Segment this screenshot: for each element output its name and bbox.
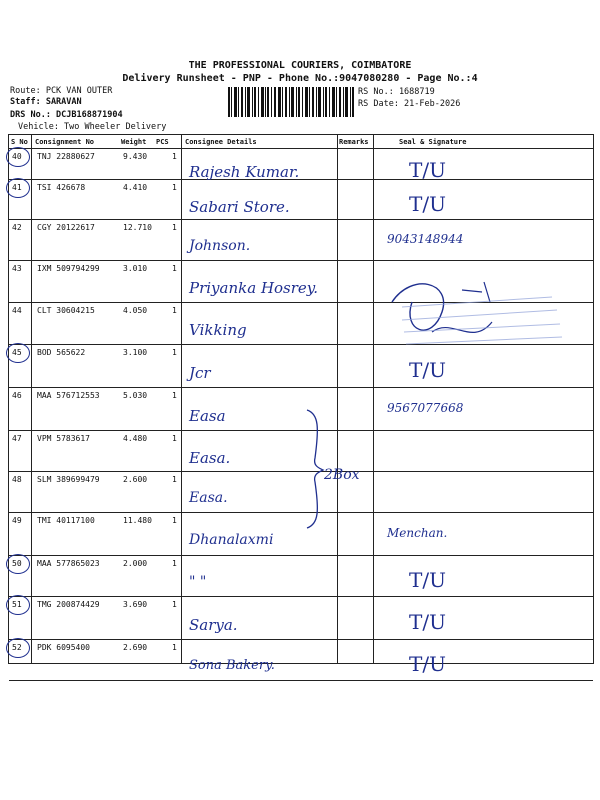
barcode bbox=[228, 87, 354, 117]
consignment-number: TNJ 22880627 bbox=[37, 152, 95, 161]
signature-handwritten: T/U bbox=[409, 652, 446, 676]
consignee-handwritten: Dhanalaxmi bbox=[189, 532, 274, 548]
signature-handwritten: Menchan. bbox=[387, 526, 448, 540]
table-row bbox=[9, 513, 593, 556]
table-row bbox=[9, 388, 593, 431]
col-consignee: Consignee Details bbox=[185, 138, 257, 146]
pieces-count: 1 bbox=[172, 475, 177, 484]
rs-number: RS No.: 1688719 bbox=[358, 87, 435, 97]
drs-label: DRS No.: DCJB168871904 bbox=[10, 110, 123, 120]
serial-number: 48 bbox=[12, 475, 22, 484]
consignee-handwritten: Jcr bbox=[189, 364, 211, 382]
col-signature: Seal & Signature bbox=[399, 138, 467, 146]
pieces-count: 1 bbox=[172, 434, 177, 443]
serial-circle-mark bbox=[6, 147, 30, 167]
consignee-handwritten: Easa. bbox=[189, 449, 231, 467]
route-label: Route: PCK VAN OUTER bbox=[10, 86, 113, 96]
weight-value: 4.410 bbox=[123, 183, 148, 192]
consignment-number: VPM 5783617 bbox=[37, 434, 90, 443]
col-weight: Weight bbox=[121, 138, 147, 146]
serial-number: 51 bbox=[12, 600, 22, 609]
col-pcs: PCS bbox=[156, 138, 169, 146]
runsheet-table bbox=[8, 134, 594, 676]
signature-handwritten: T/U bbox=[409, 568, 446, 592]
company-seal-stamp bbox=[372, 262, 572, 362]
pieces-count: 1 bbox=[172, 264, 177, 273]
serial-number: 47 bbox=[12, 434, 22, 443]
table-row bbox=[9, 180, 593, 220]
consignment-number: TSI 426678 bbox=[37, 183, 86, 192]
weight-value: 11.480 bbox=[123, 516, 152, 525]
weight-value: 3.010 bbox=[123, 264, 148, 273]
table-row bbox=[9, 431, 593, 472]
serial-number: 49 bbox=[12, 516, 22, 525]
signature-handwritten: T/U bbox=[409, 358, 446, 382]
pieces-count: 1 bbox=[172, 516, 177, 525]
signature-handwritten: 9567077668 bbox=[387, 401, 464, 415]
serial-number: 41 bbox=[12, 183, 22, 192]
serial-number: 46 bbox=[12, 391, 22, 400]
consignment-number: PDK 6095400 bbox=[37, 643, 90, 652]
weight-value: 4.050 bbox=[123, 306, 148, 315]
weight-value: 2.690 bbox=[123, 643, 148, 652]
weight-value: 12.710 bbox=[123, 223, 152, 232]
serial-number: 42 bbox=[12, 223, 22, 232]
consignee-handwritten: Priyanka Hosrey. bbox=[189, 279, 319, 297]
signature-handwritten: T/U bbox=[409, 158, 446, 182]
pieces-count: 1 bbox=[172, 348, 177, 357]
consignment-number: MAA 576712553 bbox=[37, 391, 100, 400]
consignee-handwritten: Easa. bbox=[189, 490, 228, 506]
pieces-count: 1 bbox=[172, 600, 177, 609]
rs-date: RS Date: 21-Feb-2026 bbox=[358, 99, 461, 109]
serial-circle-mark bbox=[6, 343, 30, 363]
table-row bbox=[9, 640, 593, 681]
pieces-count: 1 bbox=[172, 152, 177, 161]
weight-value: 3.100 bbox=[123, 348, 148, 357]
serial-number: 45 bbox=[12, 348, 22, 357]
consignee-handwritten: Rajesh Kumar. bbox=[189, 163, 300, 181]
vehicle-label: Vehicle: Two Wheeler Delivery bbox=[18, 122, 167, 132]
weight-value: 3.690 bbox=[123, 600, 148, 609]
weight-value: 2.600 bbox=[123, 475, 148, 484]
runsheet-subtitle: Delivery Runsheet - PNP - Phone No.:9047080280 - Page No.:4 bbox=[122, 73, 478, 84]
brace-mark bbox=[305, 408, 325, 530]
serial-circle-mark bbox=[6, 595, 30, 615]
pieces-count: 1 bbox=[172, 223, 177, 232]
consignment-number: BOD 565622 bbox=[37, 348, 86, 357]
serial-circle-mark bbox=[6, 554, 30, 574]
consignee-handwritten: Easa bbox=[189, 407, 226, 425]
consignee-handwritten: " " bbox=[189, 574, 207, 590]
consignment-number: IXM 509794299 bbox=[37, 264, 100, 273]
table-header bbox=[9, 135, 593, 149]
signature-handwritten: T/U bbox=[409, 610, 446, 634]
weight-value: 4.480 bbox=[123, 434, 148, 443]
signature-handwritten: 9043148944 bbox=[387, 232, 464, 246]
weight-value: 2.000 bbox=[123, 559, 148, 568]
consignment-number: SLM 389699479 bbox=[37, 475, 100, 484]
table-row bbox=[9, 472, 593, 513]
consignee-handwritten: Sabari Store. bbox=[189, 198, 290, 216]
consignee-handwritten: Sona Bakery. bbox=[189, 658, 275, 673]
weight-value: 5.030 bbox=[123, 391, 148, 400]
col-sno: S No bbox=[11, 138, 28, 146]
staff-label: Staff: SARAVAN bbox=[10, 97, 82, 107]
consignee-handwritten: Vikking bbox=[189, 321, 247, 339]
consignee-handwritten: Johnson. bbox=[189, 238, 251, 254]
box-note: 2Box bbox=[324, 467, 360, 483]
serial-circle-mark bbox=[6, 178, 30, 198]
serial-number: 50 bbox=[12, 559, 22, 568]
pieces-count: 1 bbox=[172, 559, 177, 568]
pieces-count: 1 bbox=[172, 306, 177, 315]
serial-number: 44 bbox=[12, 306, 22, 315]
serial-number: 52 bbox=[12, 643, 22, 652]
table-row bbox=[9, 149, 593, 180]
company-title: THE PROFESSIONAL COURIERS, COIMBATORE bbox=[188, 60, 412, 71]
consignment-number: TMI 40117100 bbox=[37, 516, 95, 525]
signature-handwritten: T/U bbox=[409, 192, 446, 216]
col-remarks: Remarks bbox=[339, 138, 369, 146]
consignment-number: MAA 577865023 bbox=[37, 559, 100, 568]
table-row bbox=[9, 220, 593, 261]
col-consignment: Consignment No bbox=[35, 138, 95, 146]
table-row bbox=[9, 597, 593, 640]
consignment-number: TMG 200874429 bbox=[37, 600, 100, 609]
pieces-count: 1 bbox=[172, 183, 177, 192]
consignment-number: CGY 20122617 bbox=[37, 223, 95, 232]
table-row bbox=[9, 556, 593, 597]
serial-number: 43 bbox=[12, 264, 22, 273]
pieces-count: 1 bbox=[172, 391, 177, 400]
pieces-count: 1 bbox=[172, 643, 177, 652]
serial-number: 40 bbox=[12, 152, 22, 161]
weight-value: 9.430 bbox=[123, 152, 148, 161]
consignee-handwritten: Sarya. bbox=[189, 616, 238, 634]
consignment-number: CLT 30604215 bbox=[37, 306, 95, 315]
serial-circle-mark bbox=[6, 638, 30, 658]
